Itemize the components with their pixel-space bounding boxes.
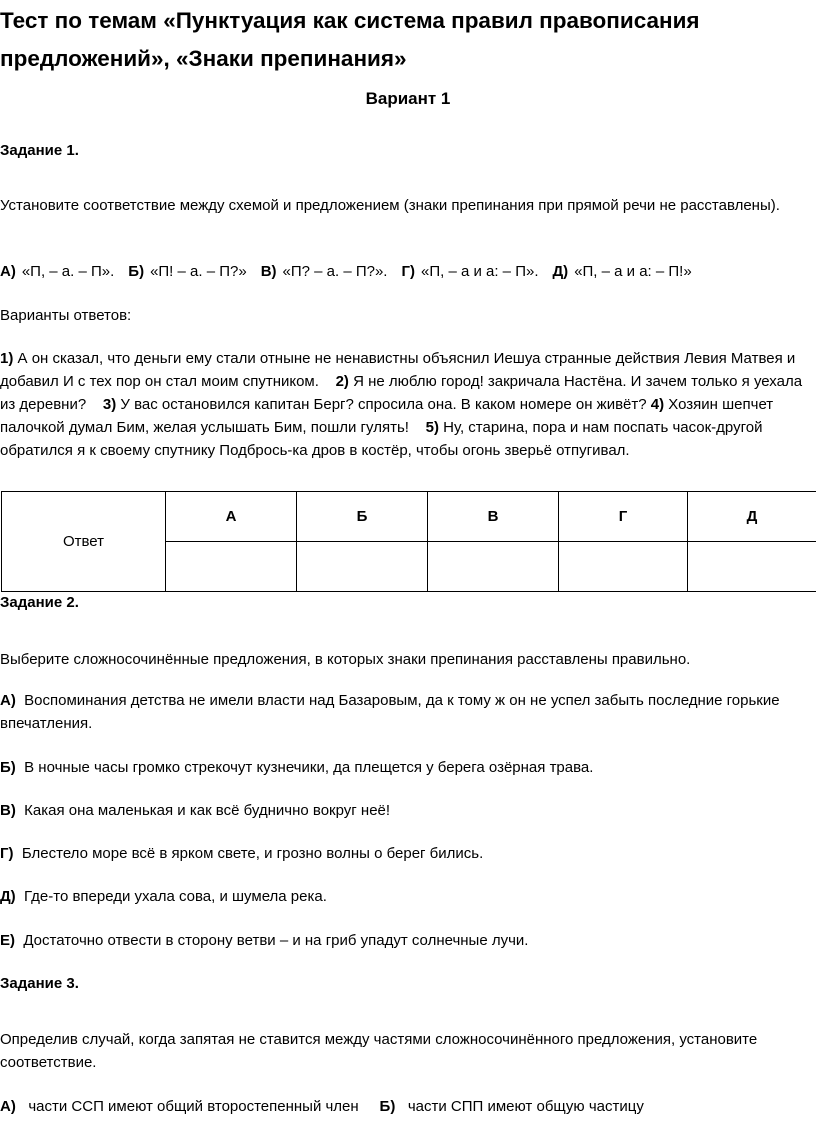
- answer-cell[interactable]: [688, 542, 816, 592]
- option-text: Какая она маленькая и как всё буднично вокруг неё!: [24, 802, 391, 819]
- option-text: А он сказал, что деньги ему стали отныне не ненавистны объяснил Иешуа странные действия Левия Матвея и добавил И с тех пор он стал моим спутником.: [0, 350, 796, 390]
- answer-cell[interactable]: [166, 542, 297, 592]
- task1-instruction: Установите соответствие между схемой и предложением (знаки препинания при прямой речи не расставлены).: [0, 197, 780, 214]
- option-text: части ССП имеют общий второстепенный член: [28, 1098, 359, 1115]
- task3-options: [0, 1095, 814, 1118]
- option-text: Воспоминания детства не имели власти над Базаровым, да к тому ж он не успел забыть последние горькие впечатления.: [0, 692, 780, 732]
- answer-cell[interactable]: [428, 542, 559, 592]
- option-text: Где-то впереди ухала сова, и шумела река.: [24, 888, 327, 905]
- scheme-text: «П? – а. – П?».: [282, 263, 388, 280]
- task2-option: [0, 756, 814, 779]
- option-text: Блестело море всё в ярком свете, и грозно волны о берег бились.: [21, 845, 484, 862]
- answer-row-label: Ответ: [2, 492, 166, 592]
- answer-column-header: Б: [297, 492, 428, 542]
- option-text: части СПП имеют общую частицу: [407, 1098, 644, 1115]
- task1-schemes: [0, 260, 814, 283]
- task1-heading: Задание 1.: [0, 142, 79, 159]
- answer-cell[interactable]: [297, 542, 428, 592]
- task3-instruction: Определив случай, когда запятая не ставится между частями сложносочинённого предложения, установите соответствие.: [0, 1031, 758, 1071]
- scheme-label: Б): [128, 263, 145, 280]
- answer-cell[interactable]: [559, 542, 688, 592]
- option-label: Е): [0, 932, 15, 949]
- scheme-text: «П, – а и а: – П!»: [574, 263, 692, 280]
- option-label: В): [0, 802, 16, 819]
- option-label: Б): [379, 1098, 396, 1115]
- option-label: 4): [650, 396, 665, 413]
- task2-instruction: Выберите сложносочинённые предложения, в которых знаки препинания расставлены правильно.: [0, 651, 691, 668]
- answer-column-header: В: [428, 492, 559, 542]
- option-text: Хозяин шепчет палочкой думал Бим, желая услышать Бим, пошли гулять!: [0, 396, 774, 436]
- scheme-label: В): [260, 263, 277, 280]
- task2-option: [0, 689, 814, 735]
- task2-option: [0, 799, 814, 822]
- option-text: Ну, старина, пора и нам поспать часок-другой обратился я к своему спутнику Подбрось-ка дров в костёр, чтобы огонь зверьё отпугивал.: [0, 419, 763, 459]
- scheme-text: «П! – а. – П?»: [150, 263, 247, 280]
- option-label: 3): [102, 396, 117, 413]
- option-label: 2): [335, 373, 349, 390]
- option-text: Достаточно отвести в сторону ветви – и на гриб упадут солнечные лучи.: [23, 932, 529, 949]
- scheme-label: А): [0, 263, 16, 280]
- answer-column-header: А: [166, 492, 297, 542]
- variant-heading: Вариант 1: [365, 89, 451, 108]
- option-label: 1): [0, 350, 14, 367]
- option-label: А): [0, 1098, 16, 1115]
- page-title: Тест по темам «Пунктуация как система правил правописания предложений», «Знаки препинания»: [0, 8, 700, 71]
- answer-table: [1, 491, 816, 592]
- option-label: Г): [0, 845, 14, 862]
- option-text: Я не люблю город! закричала Настёна. И зачем только я уехала из деревни?: [0, 373, 803, 413]
- option-label: 5): [425, 419, 439, 436]
- task2-option: [0, 929, 814, 952]
- option-label: Б): [0, 759, 16, 776]
- option-text: В ночные часы громко стрекочут кузнечики, да плещется у берега озёрная трава.: [24, 759, 594, 776]
- task1-answers-heading: Варианты ответов:: [0, 307, 132, 324]
- task1-options: [0, 347, 814, 462]
- option-label: Д): [0, 888, 16, 905]
- scheme-text: «П, – а. – П».: [21, 263, 115, 280]
- option-label: А): [0, 692, 16, 709]
- option-text: У вас остановился капитан Берг? спросила она. В каком номере он живёт?: [120, 396, 647, 413]
- scheme-label: Д): [552, 263, 569, 280]
- task2-heading: Задание 2.: [0, 594, 79, 611]
- task3-heading: Задание 3.: [0, 975, 79, 992]
- scheme-label: Г): [401, 263, 415, 280]
- answer-column-header: Г: [559, 492, 688, 542]
- task2-option: [0, 842, 814, 865]
- task2-option: [0, 885, 814, 908]
- scheme-text: «П, – а и а: – П».: [420, 263, 539, 280]
- answer-column-header: Д: [688, 492, 816, 542]
